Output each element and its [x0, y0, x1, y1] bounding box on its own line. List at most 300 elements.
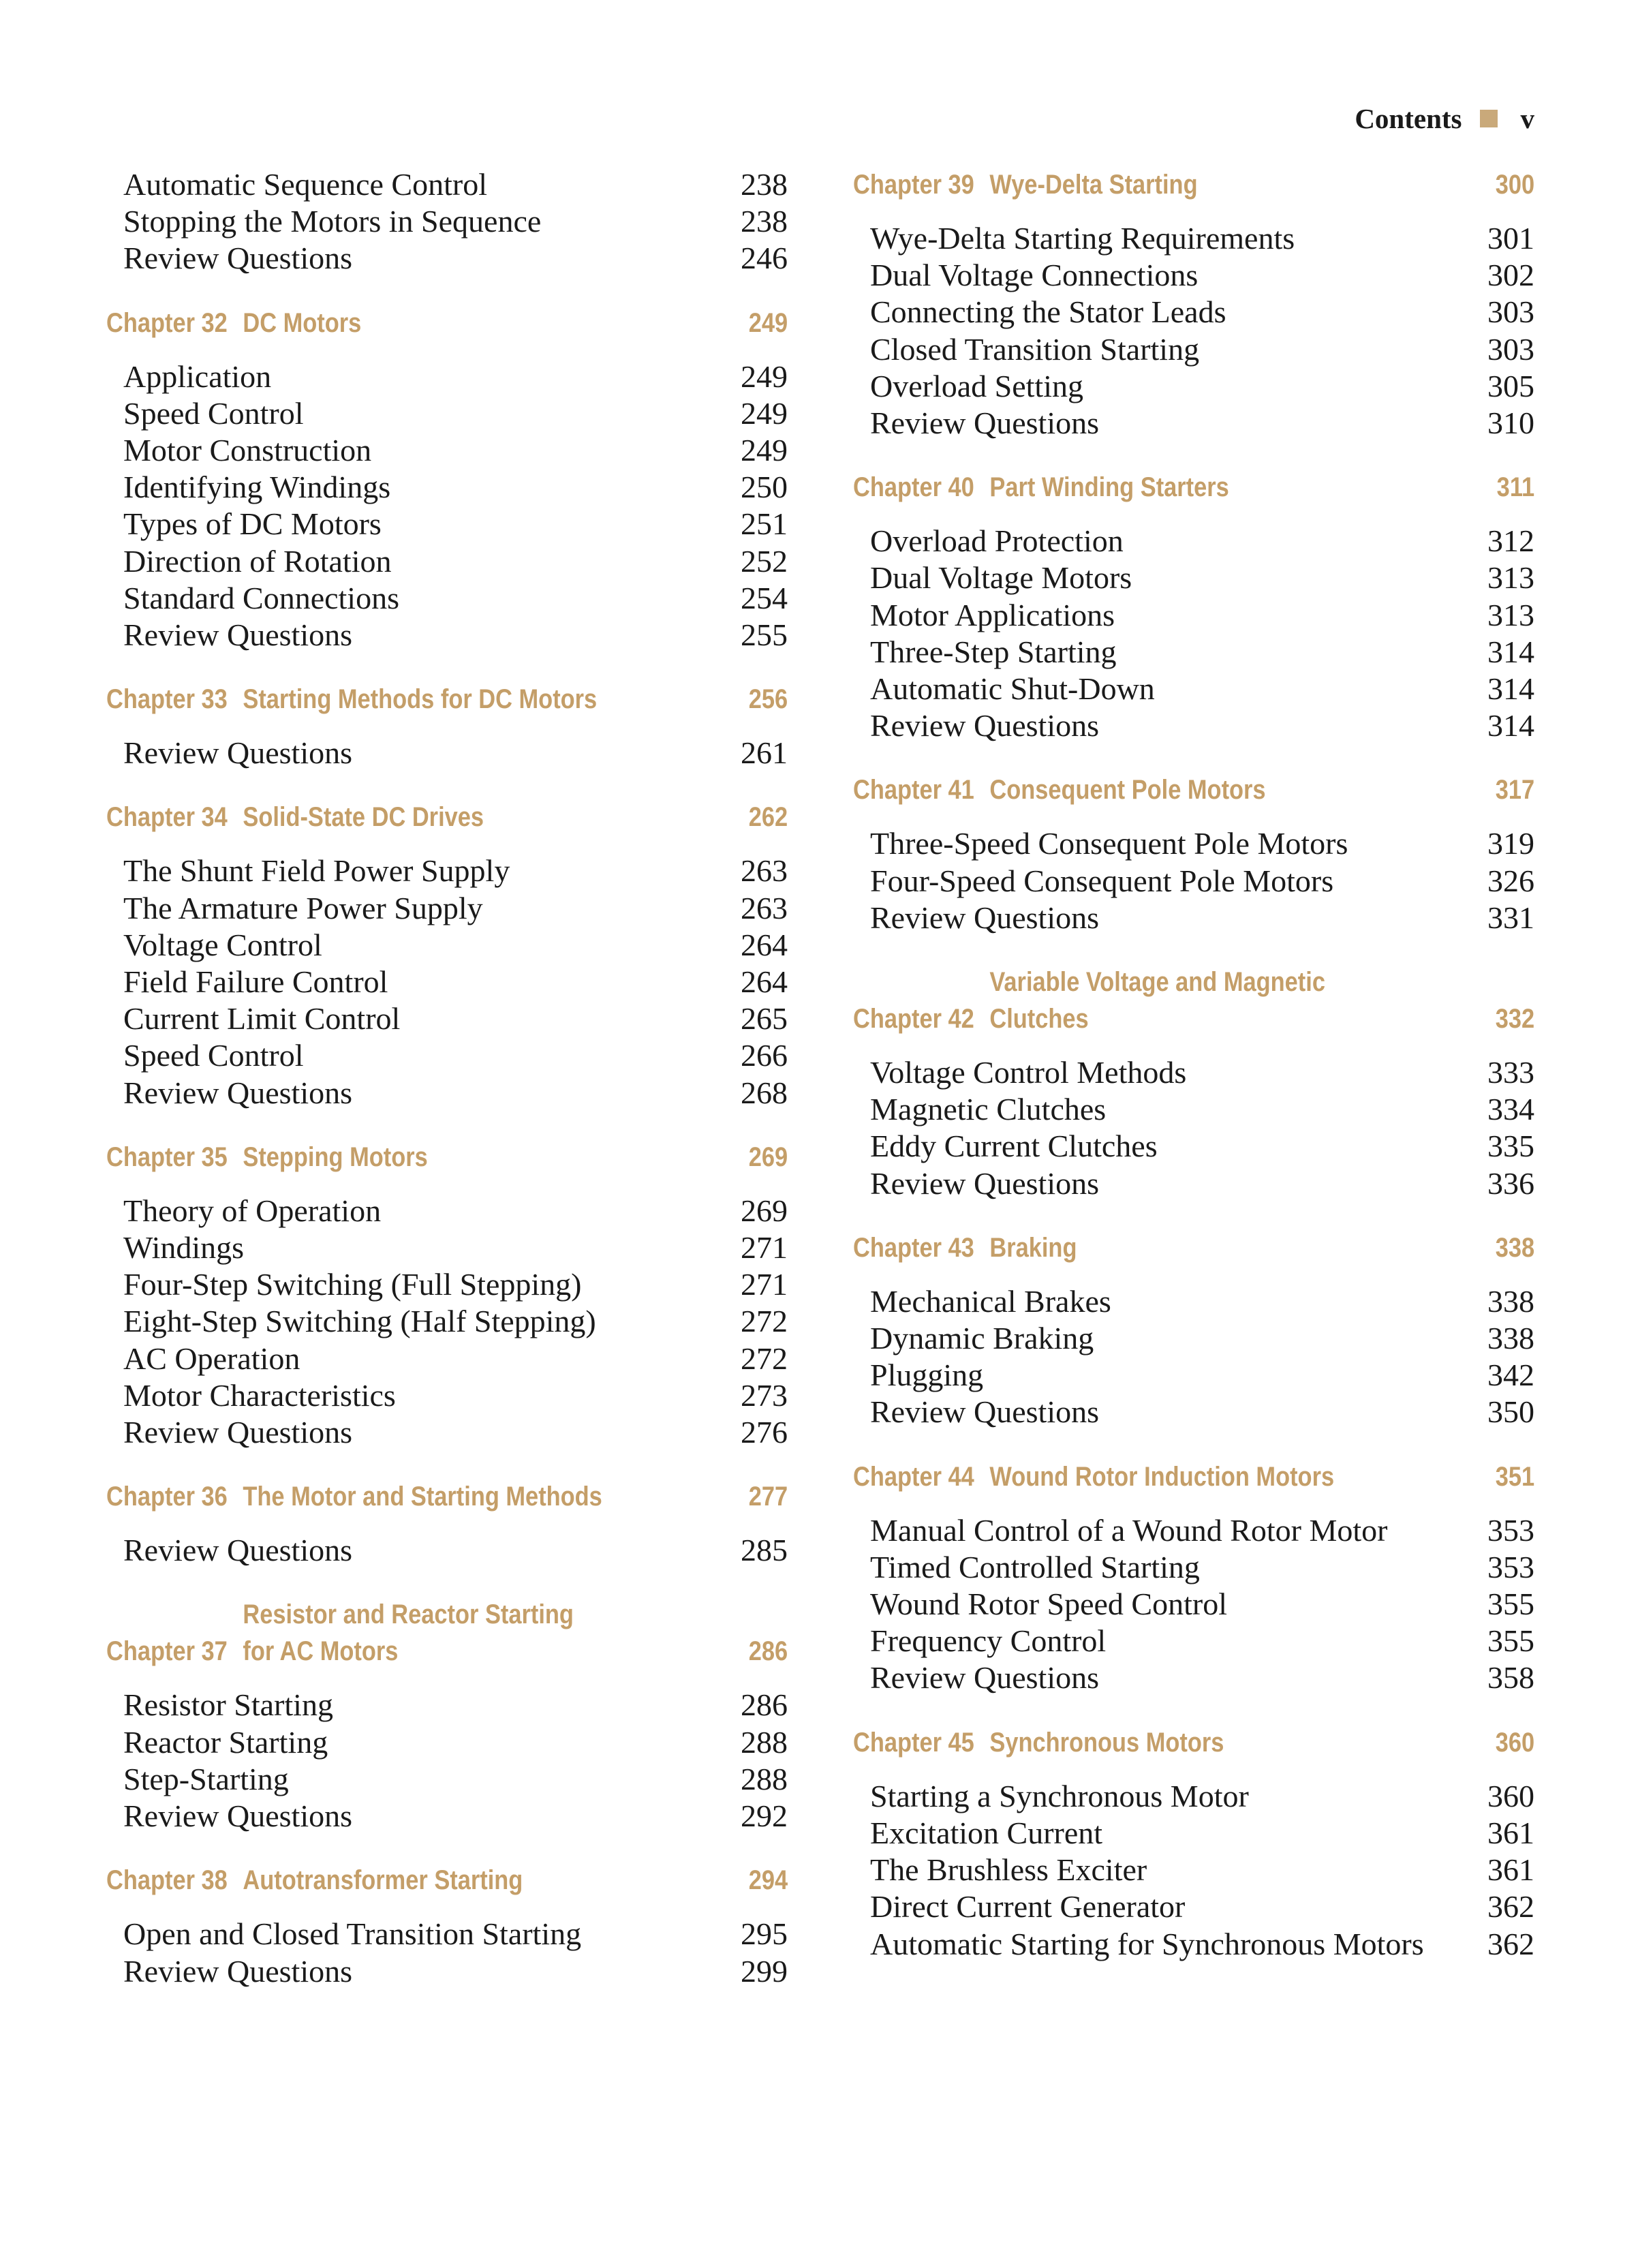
toc-entry[interactable] [106, 543, 788, 580]
toc-entry-title: Timed Controlled Starting [870, 1549, 1200, 1584]
toc-entry[interactable] [106, 580, 788, 617]
chapter-title-line: DC Motors [243, 307, 362, 338]
chapter-page: 294 [748, 1865, 788, 1896]
chapter-title-line: Wound Rotor Induction Motors [989, 1461, 1335, 1492]
toc-entry[interactable] [853, 1283, 1534, 1320]
toc-entry-title: Review Questions [123, 241, 353, 276]
chapter-page: 256 [748, 684, 788, 715]
toc-entry[interactable] [106, 432, 788, 469]
chapter-block [106, 1139, 788, 1451]
toc-entry-title: Manual Control of a Wound Rotor Motor [870, 1512, 1388, 1548]
square-bullet-icon [1480, 110, 1498, 127]
toc-entry-list [106, 1193, 788, 1451]
toc-entry-title: Resistor Starting [123, 1687, 333, 1723]
toc-entry-page: 288 [741, 1761, 788, 1796]
toc-entry-list [106, 358, 788, 654]
chapter-heading[interactable] [853, 469, 1534, 506]
toc-entry-page: 249 [741, 358, 788, 394]
toc-entry-list [853, 825, 1534, 936]
toc-entry[interactable] [106, 1266, 788, 1303]
chapter-heading[interactable] [106, 1478, 788, 1515]
toc-entry-title: Identifying Windings [123, 470, 391, 505]
running-header [0, 102, 1534, 135]
toc-entry-page: 302 [1487, 258, 1534, 293]
chapter-page: 286 [748, 1636, 788, 1667]
toc-entry-page: 342 [1487, 1358, 1534, 1393]
toc-entry[interactable] [853, 523, 1534, 560]
toc-entry[interactable] [853, 560, 1534, 596]
toc-entry-page: 238 [741, 204, 788, 239]
toc-entry-title: Wound Rotor Speed Control [870, 1587, 1227, 1622]
chapter-number: Chapter 40 [853, 472, 974, 503]
toc-entry[interactable] [853, 1852, 1534, 1888]
toc-entry-page: 353 [1487, 1512, 1534, 1548]
toc-entry-page: 265 [741, 1001, 788, 1037]
toc-entry[interactable] [853, 1512, 1534, 1549]
chapter-number: Chapter 39 [853, 170, 974, 200]
toc-entry[interactable] [853, 1659, 1534, 1696]
toc-entry-page: 305 [1487, 368, 1534, 403]
toc-entry[interactable] [106, 735, 788, 771]
chapter-heading[interactable] [106, 305, 788, 341]
toc-entry-title: AC Operation [123, 1340, 300, 1376]
toc-entry-title: Magnetic Clutches [870, 1092, 1107, 1127]
toc-entry-page: 263 [741, 890, 788, 925]
toc-entry-page: 292 [741, 1798, 788, 1834]
toc-entry[interactable] [106, 506, 788, 542]
toc-entry-title: Direct Current Generator [870, 1889, 1186, 1925]
toc-entry[interactable] [106, 395, 788, 432]
running-header-title: Contents [1355, 103, 1462, 134]
toc-entry-page: 266 [741, 1038, 788, 1073]
toc-entry-title: Voltage Control [123, 927, 322, 962]
toc-entry-title: Review Questions [870, 1165, 1100, 1201]
toc-entry[interactable] [853, 1888, 1534, 1925]
toc-entry-title: Connecting the Stator Leads [870, 294, 1226, 330]
toc-entry-list [106, 853, 788, 1111]
toc-entry-title: Review Questions [123, 1798, 353, 1834]
toc-entry-title: The Brushless Exciter [870, 1852, 1147, 1888]
toc-entry-title: Overload Protection [870, 523, 1124, 559]
toc-entry-page: 295 [741, 1916, 788, 1952]
toc-entry[interactable] [106, 240, 788, 277]
toc-entry-title: Current Limit Control [123, 1001, 401, 1037]
toc-entry[interactable] [853, 707, 1534, 744]
toc-entry-page: 268 [741, 1075, 788, 1110]
toc-entry-page: 271 [741, 1230, 788, 1266]
toc-entry-page: 362 [1487, 1889, 1534, 1925]
chapter-block [853, 469, 1534, 744]
toc-entry-title: Review Questions [870, 708, 1100, 744]
toc-entry[interactable] [106, 1953, 788, 1990]
toc-entry-title: Dynamic Braking [870, 1321, 1094, 1356]
toc-entry-title: Direction of Rotation [123, 543, 392, 579]
toc-entry-title: Review Questions [123, 617, 353, 653]
toc-entry[interactable] [853, 1165, 1534, 1202]
chapter-title-line: Solid-State DC Drives [243, 802, 484, 833]
toc-entry[interactable] [106, 927, 788, 964]
chapter-block [853, 1458, 1534, 1697]
toc-entry[interactable] [853, 634, 1534, 671]
toc-entry-page: 238 [741, 167, 788, 202]
toc-entry-list [106, 166, 788, 277]
toc-entry-page: 313 [1487, 560, 1534, 596]
chapter-block [853, 964, 1534, 1202]
toc-entry-page: 310 [1487, 405, 1534, 441]
chapter-heading[interactable] [106, 799, 788, 836]
toc-entry-page: 285 [741, 1533, 788, 1568]
chapter-title [989, 1229, 1495, 1266]
toc-entry-page: 264 [741, 964, 788, 1000]
chapter-title [243, 305, 748, 341]
toc-entry-title: Mechanical Brakes [870, 1283, 1111, 1319]
toc-entry[interactable] [853, 1623, 1534, 1659]
toc-entry-page: 271 [741, 1267, 788, 1302]
toc-entry[interactable] [106, 1916, 788, 1952]
toc-left-column [106, 166, 788, 2017]
toc-entry[interactable] [853, 1394, 1534, 1430]
chapter-title-line: Resistor and Reactor Starting [243, 1599, 574, 1630]
toc-entry[interactable] [853, 1549, 1534, 1586]
chapter-number: Chapter 41 [853, 775, 974, 806]
toc-entry-page: 338 [1487, 1321, 1534, 1356]
toc-entry-title: Closed Transition Starting [870, 331, 1200, 367]
chapter-heading[interactable] [106, 1139, 788, 1176]
toc-entry[interactable] [853, 368, 1534, 405]
toc-entry[interactable] [106, 469, 788, 506]
chapter-number: Chapter 43 [853, 1232, 974, 1263]
toc-entry-page: 261 [741, 735, 788, 771]
toc-entry[interactable] [853, 257, 1534, 294]
chapter-title-line: Stepping Motors [243, 1141, 428, 1172]
toc-entry[interactable] [106, 1303, 788, 1340]
toc-entry[interactable] [106, 1340, 788, 1377]
toc-entry-title: Eddy Current Clutches [870, 1129, 1158, 1164]
toc-entry-title: Three-Step Starting [870, 634, 1117, 669]
chapter-page: 351 [1495, 1461, 1535, 1492]
toc-entry-title: Four-Speed Consequent Pole Motors [870, 863, 1334, 898]
toc-entry[interactable] [853, 1586, 1534, 1623]
toc-entry-list [106, 1687, 788, 1835]
toc-entry-title: Motor Construction [123, 433, 372, 468]
chapter-title [243, 681, 748, 718]
chapter-block [106, 1862, 788, 1989]
toc-entry-page: 272 [741, 1340, 788, 1376]
chapter-number: Chapter 34 [106, 802, 228, 833]
toc-entry[interactable] [106, 617, 788, 654]
chapter-page: 300 [1495, 170, 1535, 200]
toc-entry-title: Reactor Starting [123, 1724, 328, 1760]
chapter-page: 262 [748, 802, 788, 833]
toc-entry-list [106, 1916, 788, 1989]
chapter-title [989, 1724, 1495, 1761]
toc-entry-page: 314 [1487, 708, 1534, 744]
chapter-page: 338 [1495, 1232, 1535, 1263]
toc-entry-page: 331 [1487, 900, 1534, 935]
toc-entry[interactable] [106, 1761, 788, 1798]
toc-entry-title: Frequency Control [870, 1623, 1107, 1659]
toc-entry-page: 336 [1487, 1165, 1534, 1201]
toc-entry[interactable] [853, 405, 1534, 442]
toc-entry-page: 303 [1487, 331, 1534, 367]
toc-entry-title: Four-Step Switching (Full Stepping) [123, 1267, 582, 1302]
chapter-number: Chapter 33 [106, 684, 228, 715]
toc-entry[interactable] [106, 1193, 788, 1229]
toc-entry[interactable] [853, 597, 1534, 634]
continued-entries [106, 166, 788, 277]
toc-entry-page: 353 [1487, 1549, 1534, 1584]
toc-entry[interactable] [853, 294, 1534, 331]
toc-entry-page: 303 [1487, 294, 1534, 330]
chapter-page: 249 [748, 307, 788, 338]
toc-entry-title: Voltage Control Methods [870, 1055, 1187, 1090]
toc-entry-page: 355 [1487, 1587, 1534, 1622]
toc-entry-page: 326 [1487, 863, 1534, 898]
chapter-block [853, 166, 1534, 442]
toc-entry-page: 273 [741, 1377, 788, 1413]
toc-entry[interactable] [853, 1778, 1534, 1815]
toc-entry-page: 338 [1487, 1283, 1534, 1319]
toc-entry-title: Eight-Step Switching (Half Stepping) [123, 1304, 596, 1339]
chapter-heading[interactable] [106, 1596, 788, 1670]
chapter-block [106, 1596, 788, 1835]
toc-entry-page: 251 [741, 506, 788, 542]
toc-entry-title: Dual Voltage Connections [870, 258, 1199, 293]
toc-entry-title: Dual Voltage Motors [870, 560, 1132, 596]
chapter-block [853, 1229, 1534, 1431]
chapter-page: 269 [748, 1141, 788, 1172]
toc-entry-title: The Shunt Field Power Supply [123, 853, 510, 889]
chapter-block [106, 681, 788, 771]
chapter-heading[interactable] [853, 964, 1534, 1037]
chapter-number: Chapter 44 [853, 1461, 974, 1492]
toc-entry-list [853, 1778, 1534, 1963]
chapter-title [989, 469, 1496, 506]
toc-entry[interactable] [106, 1532, 788, 1569]
toc-entry-page: 299 [741, 1953, 788, 1989]
chapter-title [243, 1478, 748, 1515]
toc-entry[interactable] [106, 1000, 788, 1037]
toc-entry-title: Application [123, 358, 272, 394]
chapter-title-line: Starting Methods for DC Motors [243, 684, 598, 715]
toc-entry[interactable] [106, 1414, 788, 1451]
toc-entry-title: Speed Control [123, 1038, 304, 1073]
toc-entry-list [853, 1512, 1534, 1697]
toc-entry-page: 334 [1487, 1092, 1534, 1127]
toc-entry[interactable] [853, 220, 1534, 257]
toc-entry-page: 314 [1487, 671, 1534, 707]
toc-entry-title: Field Failure Control [123, 964, 388, 1000]
chapter-heading[interactable] [106, 681, 788, 718]
chapter-number: Chapter 32 [106, 307, 228, 338]
toc-entry-page: 301 [1487, 221, 1534, 256]
chapter-title-line: Autotransformer Starting [243, 1865, 523, 1896]
toc-entry-title: Plugging [870, 1358, 984, 1393]
chapter-number: Chapter 35 [106, 1141, 228, 1172]
toc-entry-page: 263 [741, 853, 788, 889]
toc-entry-page: 361 [1487, 1815, 1534, 1850]
toc-entry-page: 246 [741, 241, 788, 276]
toc-entry[interactable] [106, 203, 788, 240]
toc-entry[interactable] [853, 1357, 1534, 1394]
toc-entry[interactable] [106, 1075, 788, 1112]
toc-entry-page: 286 [741, 1687, 788, 1723]
chapter-title-line: Clutches [989, 1004, 1089, 1035]
chapter-title-line: Synchronous Motors [989, 1727, 1224, 1758]
toc-entry-page: 249 [741, 433, 788, 468]
toc-entry-title: Stopping the Motors in Sequence [123, 204, 542, 239]
chapter-title-line: Part Winding Starters [989, 472, 1229, 503]
toc-entry-title: Review Questions [123, 1075, 353, 1110]
toc-entry-list [853, 1054, 1534, 1202]
toc-entry[interactable] [106, 1724, 788, 1761]
toc-entry-page: 319 [1487, 826, 1534, 861]
toc-entry[interactable] [853, 900, 1534, 936]
chapter-heading[interactable] [853, 1229, 1534, 1266]
chapter-title-line: Wye-Delta Starting [989, 170, 1198, 200]
toc-entry-title: Review Questions [870, 900, 1100, 935]
toc-entry[interactable] [853, 1320, 1534, 1357]
chapter-block [853, 1724, 1534, 1963]
toc-entry-title: Overload Setting [870, 368, 1083, 403]
toc-entry[interactable] [106, 1037, 788, 1074]
toc-entry-title: Three-Speed Consequent Pole Motors [870, 826, 1348, 861]
toc-entry-title: Windings [123, 1230, 245, 1266]
toc-entry[interactable] [106, 964, 788, 1000]
toc-entry-title: Review Questions [123, 1533, 353, 1568]
toc-entry-title: Standard Connections [123, 580, 399, 615]
toc-entry-title: Review Questions [123, 1415, 353, 1450]
chapter-number: Chapter 36 [106, 1482, 228, 1512]
chapter-block [106, 305, 788, 654]
toc-entry[interactable] [853, 331, 1534, 368]
chapter-heading[interactable] [853, 771, 1534, 808]
toc-entry-page: 269 [741, 1193, 788, 1228]
chapter-title [989, 771, 1495, 808]
toc-entry-page: 252 [741, 543, 788, 579]
chapter-title [989, 964, 1495, 1037]
chapter-title [989, 1458, 1495, 1495]
toc-entry[interactable] [853, 1054, 1534, 1091]
toc-entry-title: Motor Characteristics [123, 1377, 396, 1413]
toc-entry-page: 333 [1487, 1055, 1534, 1090]
toc-entry-page: 358 [1487, 1660, 1534, 1696]
toc-entry-page: 361 [1487, 1852, 1534, 1888]
chapter-title-line: Braking [989, 1232, 1077, 1263]
toc-entry-title: Speed Control [123, 395, 304, 431]
toc-entry-page: 350 [1487, 1394, 1534, 1430]
toc-entry-title: Review Questions [123, 1953, 353, 1989]
toc-entry[interactable] [106, 1687, 788, 1723]
chapter-heading[interactable] [853, 1724, 1534, 1761]
chapter-title-line: Variable Voltage and Magnetic [989, 967, 1325, 998]
toc-entry[interactable] [106, 358, 788, 395]
toc-entry-page: 313 [1487, 597, 1534, 632]
toc-entry-page: 360 [1487, 1778, 1534, 1813]
toc-entry-page: 255 [741, 617, 788, 653]
toc-entry-title: Motor Applications [870, 597, 1115, 632]
toc-entry[interactable] [106, 166, 788, 203]
chapter-number: Chapter 45 [853, 1727, 974, 1758]
toc-right-column [853, 166, 1534, 1990]
toc-entry-page: 335 [1487, 1129, 1534, 1164]
chapter-page: 360 [1495, 1727, 1535, 1758]
toc-entry-title: Automatic Shut-Down [870, 671, 1155, 707]
toc-entry[interactable] [853, 863, 1534, 900]
chapter-heading[interactable] [853, 166, 1534, 203]
toc-entry[interactable] [106, 1798, 788, 1835]
toc-entry-list [853, 1283, 1534, 1431]
chapter-title-line: Consequent Pole Motors [989, 775, 1266, 806]
toc-entry-page: 362 [1487, 1926, 1534, 1961]
chapter-title [243, 799, 748, 836]
chapter-page: 311 [1496, 472, 1535, 503]
toc-entry-title: Types of DC Motors [123, 506, 382, 542]
toc-entry-title: Open and Closed Transition Starting [123, 1916, 582, 1952]
toc-entry-title: Review Questions [870, 1394, 1100, 1430]
toc-entry-page: 276 [741, 1415, 788, 1450]
toc-entry-page: 250 [741, 470, 788, 505]
toc-entry[interactable] [106, 1377, 788, 1414]
chapter-number: Chapter 37 [106, 1636, 228, 1667]
toc-entry-page: 312 [1487, 523, 1534, 559]
chapter-number: Chapter 38 [106, 1865, 228, 1896]
toc-entry-title: Theory of Operation [123, 1193, 382, 1228]
toc-entry-page: 249 [741, 395, 788, 431]
toc-entry-page: 254 [741, 580, 788, 615]
toc-entry[interactable] [106, 1229, 788, 1266]
toc-entry-title: Review Questions [870, 1660, 1100, 1696]
chapter-title [989, 166, 1495, 203]
toc-entry[interactable] [853, 1926, 1534, 1963]
toc-entry-title: Review Questions [870, 405, 1100, 441]
toc-entry-page: 314 [1487, 634, 1534, 669]
toc-entry-title: Review Questions [123, 735, 353, 771]
chapter-block [106, 799, 788, 1111]
page-number: v [1520, 103, 1534, 134]
toc-entry[interactable] [853, 1815, 1534, 1852]
toc-entry-title: Starting a Synchronous Motor [870, 1778, 1249, 1813]
toc-entry[interactable] [853, 1128, 1534, 1165]
chapter-page: 277 [748, 1482, 788, 1512]
toc-entry-list [106, 735, 788, 771]
chapter-title [243, 1596, 748, 1670]
toc-entry[interactable] [853, 1091, 1534, 1128]
chapter-title [243, 1862, 748, 1899]
toc-entry-title: Step-Starting [123, 1761, 289, 1796]
chapter-heading[interactable] [106, 1862, 788, 1899]
toc-entry[interactable] [853, 671, 1534, 707]
toc-entry[interactable] [853, 825, 1534, 862]
chapter-page: 332 [1495, 1004, 1535, 1035]
toc-entry[interactable] [106, 890, 788, 927]
chapter-title-line: The Motor and Starting Methods [243, 1482, 602, 1512]
chapter-title [243, 1139, 748, 1176]
toc-entry-title: Wye-Delta Starting Requirements [870, 221, 1295, 256]
toc-entry-page: 288 [741, 1724, 788, 1760]
toc-entry-page: 355 [1487, 1623, 1534, 1659]
toc-entry-page: 264 [741, 927, 788, 962]
toc-entry[interactable] [106, 853, 788, 889]
chapter-heading[interactable] [853, 1458, 1534, 1495]
chapter-title-line: for AC Motors [243, 1636, 399, 1667]
chapter-page: 317 [1495, 775, 1535, 806]
toc-entry-list [106, 1532, 788, 1569]
toc-entry-title: The Armature Power Supply [123, 890, 483, 925]
toc-entry-list [853, 523, 1534, 744]
toc-entry-title: Automatic Sequence Control [123, 167, 487, 202]
chapter-block [853, 771, 1534, 936]
